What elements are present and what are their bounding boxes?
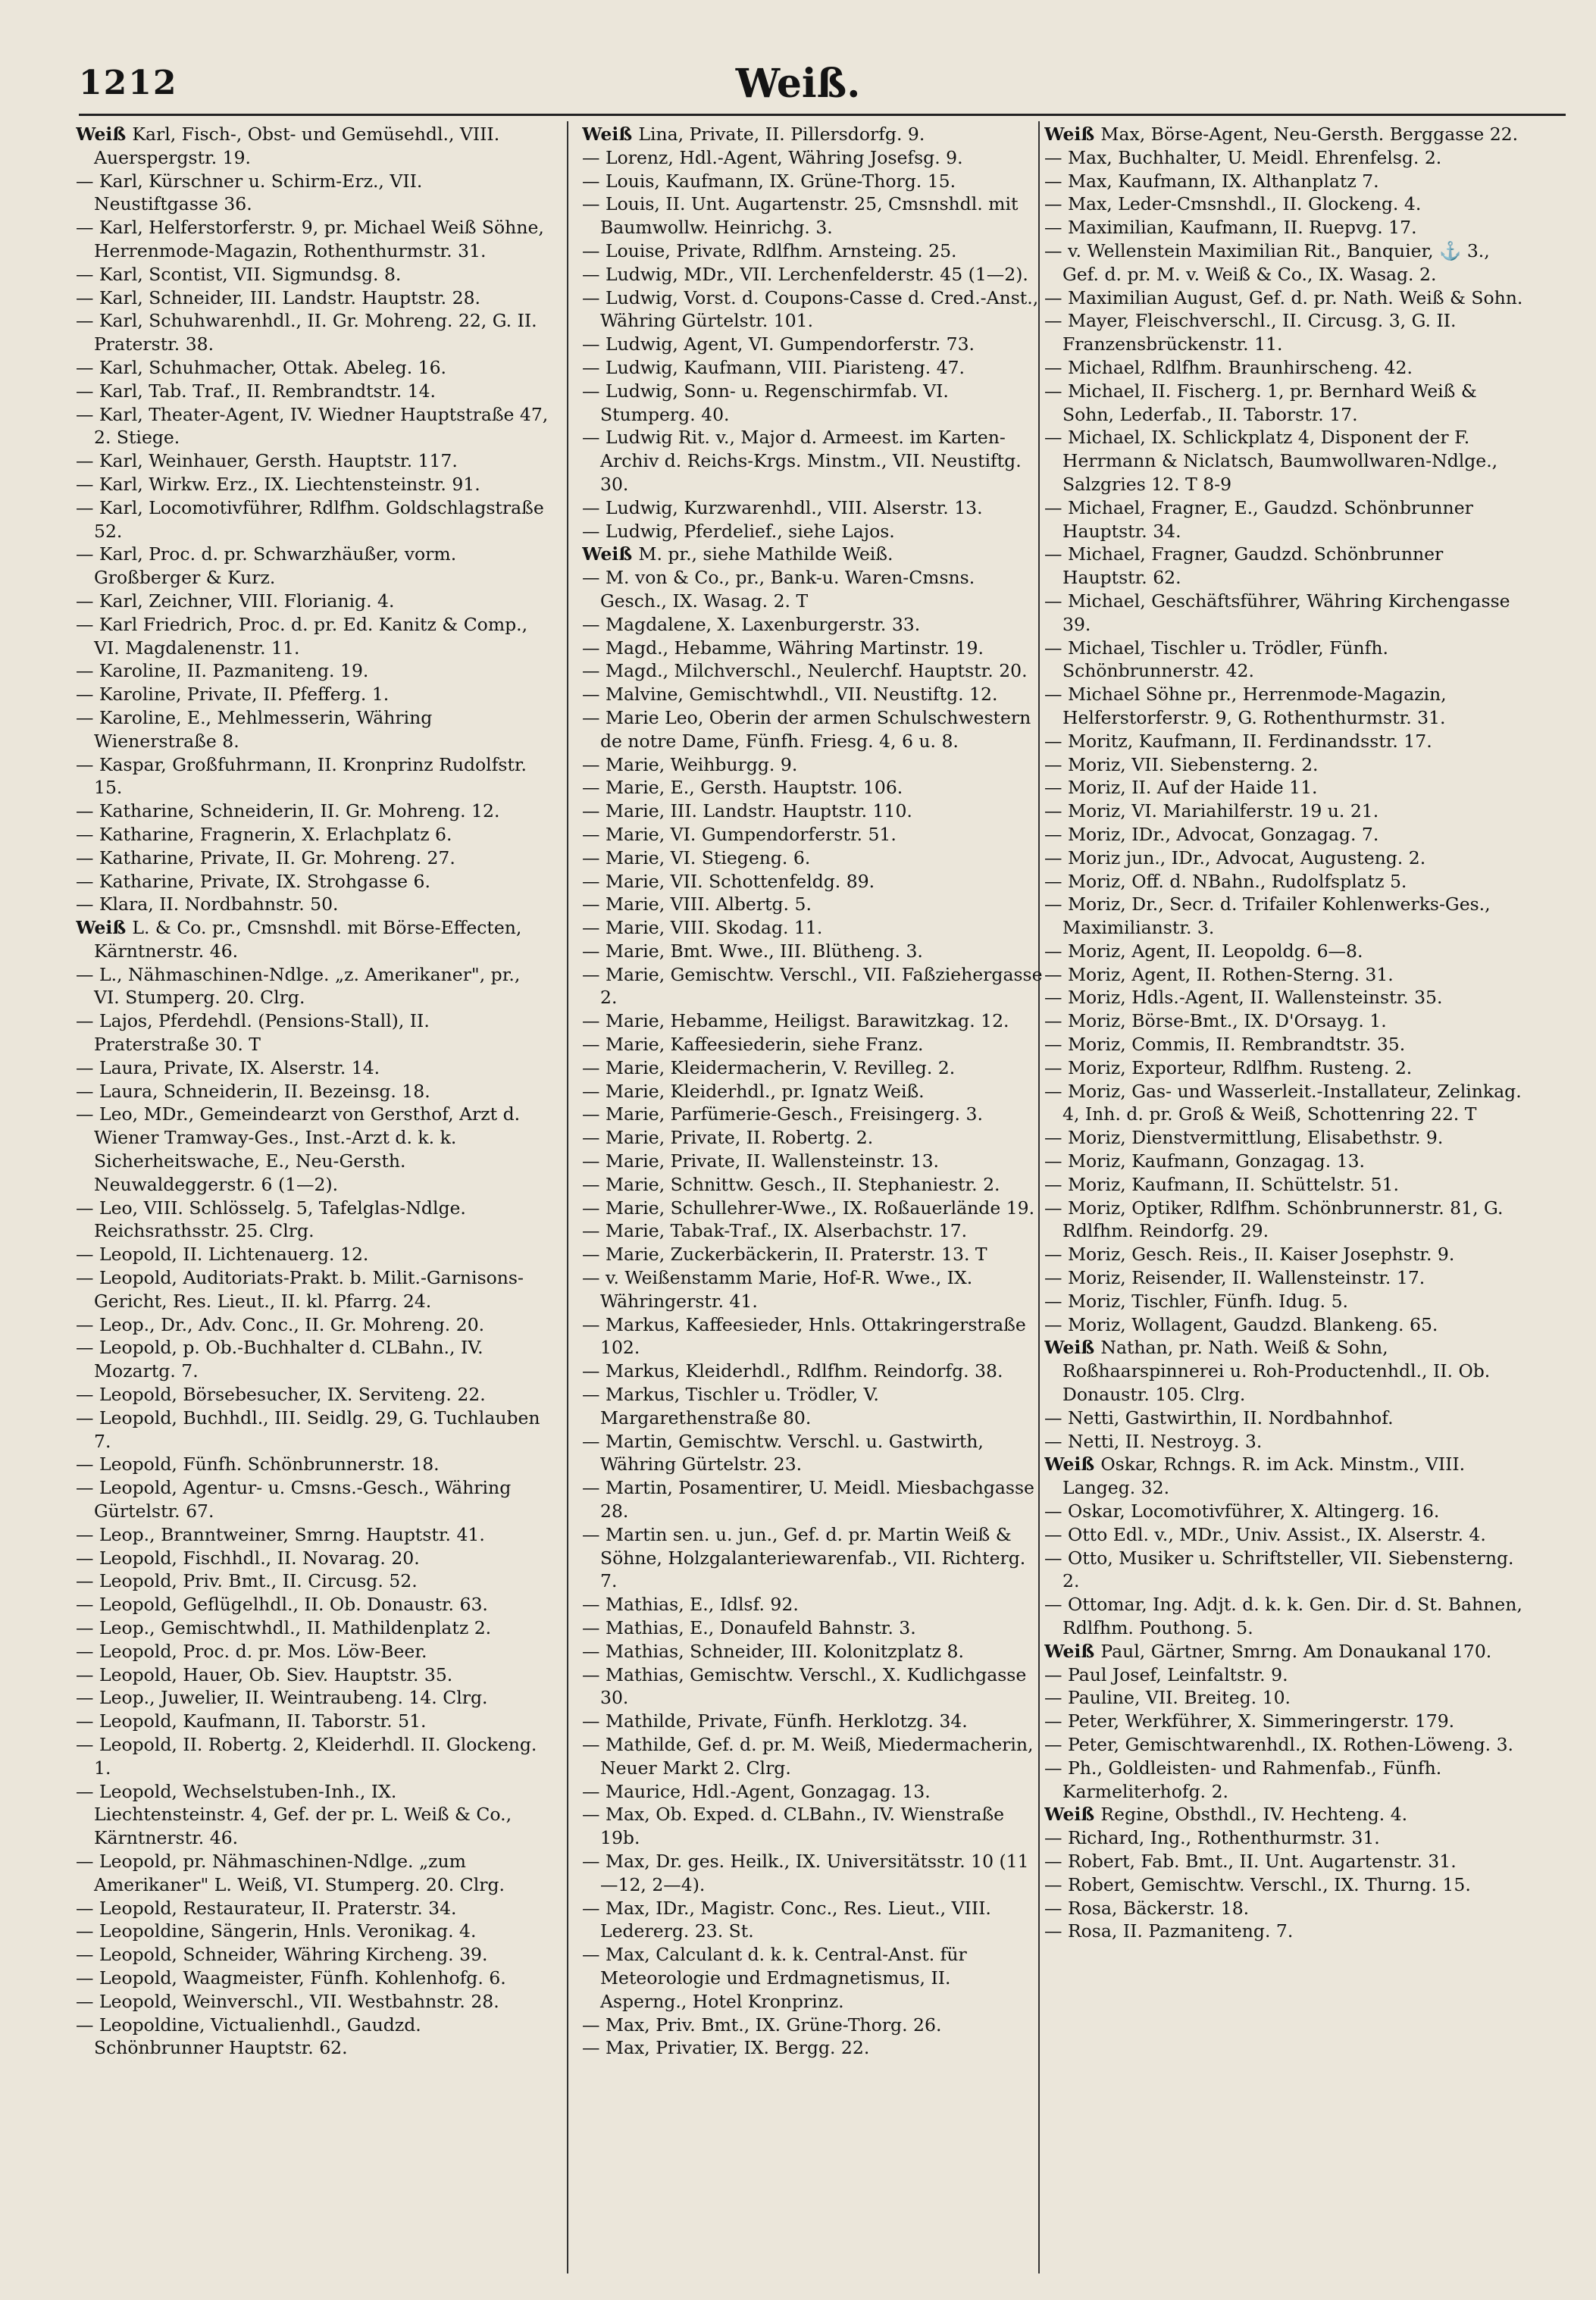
directory-entry: — Leopold, Buchhdl., III. Seidlg. 29, G. Tuchlauben 7. bbox=[76, 1407, 540, 1452]
directory-entry: — Katharine, Schneiderin, II. Gr. Mohreng. 12. bbox=[76, 800, 500, 822]
directory-entry: — Louise, Private, Rdlfhm. Arnsteing. 25. bbox=[582, 239, 957, 261]
directory-entry: Weiß M. pr., siehe Mathilde Weiß. bbox=[582, 543, 893, 565]
directory-entry: Weiß L. & Co. pr., Cmsnshdl. mit Börse-Effecten, Kärntnerstr. 46. bbox=[76, 917, 522, 962]
directory-entry: — Karl, Locomotivführer, Rdlfhm. Goldschlagstraße 52. bbox=[76, 496, 544, 542]
directory-entry: Weiß Paul, Gärtner, Smrng. Am Donaukanal 170. bbox=[1044, 1640, 1492, 1662]
directory-entry: — Leopold, Hauer, Ob. Siev. Hauptstr. 35. bbox=[76, 1663, 453, 1685]
directory-entry: — v. Wellenstein Maximilian Rit., Banquier, ⚓ 3., Gef. d. pr. M. v. Weiß & Co., IX. Wasag. 2. bbox=[1044, 239, 1490, 285]
directory-entry: — Moriz, Exporteur, Rdlfhm. Rusteng. 2. bbox=[1044, 1056, 1413, 1078]
directory-entry: — Michael, IX. Schlickplatz 4, Disponent der F. Herrmann & Niclatsch, Baumwollwaren-Ndlge., Salzgries 12. T 8-9 bbox=[1044, 427, 1498, 495]
directory-entry: — Leop., Branntweiner, Smrng. Hauptstr. 41. bbox=[76, 1523, 485, 1545]
directory-entry: — Moriz, Dr., Secr. d. Trifailer Kohlenwerks-Ges., Maximilianstr. 3. bbox=[1044, 893, 1491, 939]
directory-entry: — Marie, VI. Stiegeng. 6. bbox=[582, 846, 811, 868]
directory-entry: — Moriz, Börse-Bmt., IX. D'Orsayg. 1. bbox=[1044, 1010, 1387, 1032]
directory-entry: — Leopold, II. Lichtenauerg. 12. bbox=[76, 1244, 369, 1266]
directory-entry: — Leopold, Priv. Bmt., II. Circusg. 52. bbox=[76, 1570, 418, 1592]
directory-entry: — Karl, Zeichner, VIII. Florianig. 4. bbox=[76, 590, 395, 612]
page-number: 1212 bbox=[79, 64, 178, 102]
directory-entry: — Michael Söhne pr., Herrenmode-Magazin, Helferstorferstr. 9, G. Rothenthurmstr. 31. bbox=[1044, 684, 1447, 728]
directory-entry: — Louis, II. Unt. Augartenstr. 25, Cmsnshdl. mit Baumwollw. Heinrichg. 3. bbox=[582, 193, 1019, 239]
directory-entry: — Ottomar, Ing. Adjt. d. k. k. Gen. Dir. d. St. Bahnen, Rdlfhm. Pouthong. 5. bbox=[1044, 1594, 1522, 1638]
directory-entry: — Mayer, Fleischverschl., II. Circusg. 3, G. II. Franzensbrückenstr. 11. bbox=[1044, 310, 1457, 355]
directory-entry: — Mathias, E., Idlsf. 92. bbox=[582, 1594, 799, 1616]
directory-entry: — Leopoldine, Sängerin, Hnls. Veronikag. 4. bbox=[76, 1920, 477, 1942]
directory-entry: — Moriz, Wollagent, Gaudzd. Blankeng. 65. bbox=[1044, 1313, 1438, 1335]
directory-entry: — Karl, Schuhwarenhdl., II. Gr. Mohreng. 22, G. II. Praterstr. 38. bbox=[76, 310, 537, 355]
directory-entry: — Moriz, Hdls.-Agent, II. Wallensteinstr. 35. bbox=[1044, 987, 1443, 1009]
directory-entry: — Leopold, II. Robertg. 2, Kleiderhdl. II. Glockeng. 1. bbox=[76, 1733, 537, 1779]
directory-entry: — Marie, VIII. Albertg. 5. bbox=[582, 893, 812, 915]
directory-entry: — Marie, Private, II. Wallensteinstr. 13. bbox=[582, 1150, 940, 1172]
directory-entry: — Leopold, Kaufmann, II. Taborstr. 51. bbox=[76, 1710, 427, 1732]
directory-entry: Weiß Lina, Private, II. Pillersdorfg. 9. bbox=[582, 124, 925, 145]
directory-entry: — Karl, Tab. Traf., II. Rembrandtstr. 14. bbox=[76, 380, 437, 402]
directory-entry: — Maximilian, Kaufmann, II. Ruepvg. 17. bbox=[1044, 217, 1417, 239]
directory-entry: — Moriz, Dienstvermittlung, Elisabethstr. 9. bbox=[1044, 1127, 1444, 1149]
directory-entry: — Karoline, E., Mehlmesserin, Währing Wienerstraße 8. bbox=[76, 706, 433, 752]
directory-entry: — Marie, VII. Schottenfeldg. 89. bbox=[582, 870, 875, 892]
directory-entry: — Leopold, Weinverschl., VII. Westbahnstr. 28. bbox=[76, 1990, 499, 2012]
directory-entry: — Michael, II. Fischerg. 1, pr. Bernhard Weiß & Sohn, Lederfab., II. Taborstr. 17. bbox=[1044, 380, 1477, 425]
directory-entry: — Laura, Schneiderin, II. Bezeinsg. 18. bbox=[76, 1080, 430, 1102]
directory-entry: — Katharine, Fragnerin, X. Erlachplatz 6. bbox=[76, 823, 452, 845]
column-divider-1 bbox=[567, 121, 568, 2273]
directory-entry: — Michael, Geschäftsführer, Währing Kirchengasse 39. bbox=[1044, 590, 1510, 635]
directory-entry: — Rosa, II. Pazmaniteng. 7. bbox=[1044, 1920, 1294, 1942]
directory-entry: — Moriz, VI. Mariahilferstr. 19 u. 21. bbox=[1044, 800, 1379, 822]
directory-entry: — Marie, Schullehrer-Wwe., IX. Roßauerlände 19. bbox=[582, 1197, 1035, 1219]
directory-entry: — Michael, Fragner, Gaudzd. Schönbrunner Hauptstr. 62. bbox=[1044, 543, 1444, 589]
directory-entry: — Leopold, pr. Nähmaschinen-Ndlge. „zum Amerikaner" L. Weiß, VI. Stumperg. 20. Clrg. bbox=[76, 1850, 505, 1895]
directory-entry: — Leopold, Fünfh. Schönbrunnerstr. 18. bbox=[76, 1454, 440, 1475]
directory-entry: — Leo, MDr., Gemeindearzt von Gersthof, Arzt d. Wiener Tramway-Ges., Inst.-Arzt d. k. k. Sicherheitswache, E., Neu-Gersth. Neuwaldeggerstr. 6 (1—2). bbox=[76, 1103, 521, 1195]
directory-entry: — Karl, Theater-Agent, IV. Wiedner Hauptstraße 47, 2. Stiege. bbox=[76, 403, 549, 449]
directory-entry: — Moriz, VII. Siebensterng. 2. bbox=[1044, 753, 1319, 775]
directory-entry: — Marie, Kaffeesiederin, siehe Franz. bbox=[582, 1034, 924, 1056]
directory-entry: — Moriz, Commis, II. Rembrandtstr. 35. bbox=[1044, 1034, 1406, 1056]
directory-entry: — Max, Priv. Bmt., IX. Grüne-Thorg. 26. bbox=[582, 2014, 942, 2036]
directory-entry: — Markus, Kaffeesieder, Hnls. Ottakringerstraße 102. bbox=[582, 1313, 1026, 1359]
directory-entry: — Karl, Weinhauer, Gersth. Hauptstr. 117. bbox=[76, 450, 458, 472]
directory-entry: — Leopold, p. Ob.-Buchhalter d. CLBahn., IV. Mozartg. 7. bbox=[76, 1337, 483, 1382]
directory-entry: — Leopoldine, Victualienhdl., Gaudzd. Schönbrunner Hauptstr. 62. bbox=[76, 2014, 421, 2059]
directory-entry: Weiß Max, Börse-Agent, Neu-Gersth. Berggasse 22. bbox=[1044, 124, 1519, 145]
directory-entry: — Karl, Schuhmacher, Ottak. Abeleg. 16. bbox=[76, 356, 447, 378]
directory-entry: — Marie, Private, II. Robertg. 2. bbox=[582, 1127, 874, 1149]
directory-entry: — Magdalene, X. Laxenburgerstr. 33. bbox=[582, 613, 921, 635]
directory-entry: — Marie, Tabak-Traf., IX. Alserbachstr. 17. bbox=[582, 1220, 968, 1242]
directory-entry: — Robert, Gemischtw. Verschl., IX. Thurng. 15. bbox=[1044, 1873, 1471, 1895]
directory-entry: — Moriz, Reisender, II. Wallensteinstr. 17. bbox=[1044, 1267, 1425, 1289]
directory-entry: — v. Weißenstamm Marie, Hof-R. Wwe., IX. Währingerstr. 41. bbox=[582, 1267, 973, 1312]
directory-entry: — Ludwig, MDr., VII. Lerchenfelderstr. 45 (1—2). bbox=[582, 263, 1028, 285]
directory-entry: Weiß Oskar, Rchngs. R. im Ack. Minstm., VIII. Langeg. 32. bbox=[1044, 1454, 1466, 1499]
directory-entry: — M. von & Co., pr., Bank-u. Waren-Cmsns. Gesch., IX. Wasag. 2. T bbox=[582, 567, 975, 612]
directory-entry: — Ludwig, Pferdelief., siehe Lajos. bbox=[582, 520, 895, 542]
column-3 bbox=[1044, 123, 1529, 2267]
directory-entry: — Moritz, Kaufmann, II. Ferdinandsstr. 17. bbox=[1044, 730, 1432, 752]
directory-entry: — Mathias, Gemischtw. Verschl., X. Kudlichgasse 30. bbox=[582, 1663, 1027, 1709]
directory-entry: — Karl, Wirkw. Erz., IX. Liechtensteinstr. 91. bbox=[76, 473, 480, 495]
directory-entry: — Ludwig Rit. v., Major d. Armeest. im Karten-Archiv d. Reichs-Krgs. Minstm., VII. Neustiftg. 30. bbox=[582, 427, 1022, 495]
directory-entry: — Michael, Fragner, E., Gaudzd. Schönbrunner Hauptstr. 34. bbox=[1044, 496, 1473, 542]
directory-entry: — Markus, Tischler u. Trödler, V. Margarethenstraße 80. bbox=[582, 1384, 879, 1429]
directory-entry: — Marie, Weihburgg. 9. bbox=[582, 753, 798, 775]
directory-entry: — Karoline, Private, II. Pfefferg. 1. bbox=[76, 684, 390, 706]
directory-entry: — Karl, Scontist, VII. Sigmundsg. 8. bbox=[76, 263, 402, 285]
directory-entry: — Moriz, Kaufmann, Gonzagag. 13. bbox=[1044, 1150, 1366, 1172]
directory-entry: — Max, Privatier, IX. Bergg. 22. bbox=[582, 2037, 870, 2059]
column-1 bbox=[76, 123, 550, 2267]
directory-entry: — Peter, Gemischtwarenhdl., IX. Rothen-Löweng. 3. bbox=[1044, 1733, 1514, 1755]
directory-entry: — Lorenz, Hdl.-Agent, Währing Josefsg. 9. bbox=[582, 146, 963, 168]
directory-entry: — Martin, Gemischtw. Verschl. u. Gastwirth, Währing Gürtelstr. 23. bbox=[582, 1430, 984, 1475]
directory-entry: — Max, Ob. Exped. d. CLBahn., IV. Wienstraße 19b. bbox=[582, 1804, 1005, 1849]
directory-entry: — Ludwig, Vorst. d. Coupons-Casse d. Cred.-Anst., Währing Gürtelstr. 101. bbox=[582, 286, 1039, 332]
directory-entry: — Louis, Kaufmann, IX. Grüne-Thorg. 15. bbox=[582, 170, 956, 192]
directory-entry: — Marie, Kleiderhdl., pr. Ignatz Weiß. bbox=[582, 1080, 925, 1102]
directory-entry: — Mathias, Schneider, III. Kolonitzplatz 8. bbox=[582, 1640, 964, 1662]
directory-entry: — Leopold, Geflügelhdl., II. Ob. Donaustr. 63. bbox=[76, 1594, 488, 1616]
directory-entry: — Karl, Schneider, III. Landstr. Hauptstr. 28. bbox=[76, 286, 480, 308]
directory-entry: — Leopold, Restaurateur, II. Praterstr. 34. bbox=[76, 1897, 457, 1919]
directory-entry: — Moriz, Off. d. NBahn., Rudolfsplatz 5. bbox=[1044, 870, 1407, 892]
directory-entry: — Marie Leo, Oberin der armen Schulschwestern de notre Dame, Fünfh. Friesg. 4, 6 u. 8. bbox=[582, 706, 1031, 752]
column-2 bbox=[582, 123, 1043, 2267]
directory-entry: — Karl, Helferstorferstr. 9, pr. Michael Weiß Söhne, Herrenmode-Magazin, Rothenthurmstr. 31. bbox=[76, 217, 544, 261]
directory-entry: — Maurice, Hdl.-Agent, Gonzagag. 13. bbox=[582, 1780, 931, 1802]
directory-entry: — Ludwig, Kaufmann, VIII. Piaristeng. 47. bbox=[582, 356, 965, 378]
header-rule bbox=[79, 114, 1566, 116]
directory-entry: — Leop., Gemischtwhdl., II. Mathildenplatz 2. bbox=[76, 1617, 492, 1638]
directory-entry: — Laura, Private, IX. Alserstr. 14. bbox=[76, 1056, 380, 1078]
directory-entry: — Oskar, Locomotivführer, X. Altingerg. 16. bbox=[1044, 1500, 1440, 1522]
directory-entry: — Max, IDr., Magistr. Conc., Res. Lieut., VIII. Ledererg. 23. St. bbox=[582, 1897, 991, 1942]
directory-entry: — Netti, Gastwirthin, II. Nordbahnhof. bbox=[1044, 1407, 1394, 1429]
directory-entry: — Lajos, Pferdehdl. (Pensions-Stall), II. Praterstraße 30. T bbox=[76, 1010, 430, 1056]
directory-entry: — Otto Edl. v., MDr., Univ. Assist., IX. Alserstr. 4. bbox=[1044, 1523, 1486, 1545]
directory-entry: — Moriz, Gesch. Reis., II. Kaiser Josephstr. 9. bbox=[1044, 1244, 1455, 1266]
directory-entry: Weiß Nathan, pr. Nath. Weiß & Sohn, Roßhaarspinnerei u. Roh-Productenhdl., II. Ob. Donaustr. 105. Clrg. bbox=[1044, 1337, 1491, 1406]
directory-entry: — Leopold, Schneider, Währing Kircheng. 39. bbox=[76, 1944, 488, 1966]
directory-entry: — Ludwig, Agent, VI. Gumpendorferstr. 73. bbox=[582, 333, 975, 355]
directory-entry: — Michael, Tischler u. Trödler, Fünfh. Schönbrunnerstr. 42. bbox=[1044, 637, 1388, 682]
directory-entry: — Marie, Gemischtw. Verschl., VII. Faßziehergasse 2. bbox=[582, 963, 1043, 1009]
directory-entry: — Markus, Kleiderhdl., Rdlfhm. Reindorfg. 38. bbox=[582, 1360, 1003, 1382]
directory-entry: — Marie, Bmt. Wwe., III. Blütheng. 3. bbox=[582, 940, 923, 962]
directory-entry: — Netti, II. Nestroyg. 3. bbox=[1044, 1430, 1263, 1452]
directory-entry: — Martin sen. u. jun., Gef. d. pr. Martin Weiß & Söhne, Holzgalanteriewarenfab., VII. Richterg. 7. bbox=[582, 1523, 1026, 1592]
directory-entry: — Michael, Rdlfhm. Braunhirscheng. 42. bbox=[1044, 356, 1413, 378]
directory-entry: — Ludwig, Kurzwarenhdl., VIII. Alserstr. 13. bbox=[582, 496, 983, 518]
directory-entry: — Katharine, Private, II. Gr. Mohreng. 27. bbox=[76, 846, 455, 868]
directory-entry: — Moriz, Tischler, Fünfh. Idug. 5. bbox=[1044, 1290, 1349, 1312]
directory-entry: — Martin, Posamentirer, U. Meidl. Miesbachgasse 28. bbox=[582, 1477, 1034, 1522]
directory-entry: — Mathias, E., Donaufeld Bahnstr. 3. bbox=[582, 1617, 916, 1638]
directory-entry: — Marie, Zuckerbäckerin, II. Praterstr. 13. T bbox=[582, 1244, 987, 1266]
directory-entry: — Leopold, Waagmeister, Fünfh. Kohlenhofg. 6. bbox=[76, 1967, 506, 1989]
directory-entry: — Leop., Juwelier, II. Weintraubeng. 14. Clrg. bbox=[76, 1687, 488, 1709]
directory-entry: — Moriz jun., IDr., Advocat, Augusteng. 2. bbox=[1044, 846, 1426, 868]
directory-entry: — Klara, II. Nordbahnstr. 50. bbox=[76, 893, 339, 915]
directory-entry: — Moriz, Optiker, Rdlfhm. Schönbrunnerstr. 81, G. Rdlfhm. Reindorfg. 29. bbox=[1044, 1197, 1504, 1242]
directory-entry: — Magd., Milchverschl., Neulerchf. Hauptstr. 20. bbox=[582, 660, 1028, 682]
running-head: Weiß. bbox=[735, 61, 861, 107]
directory-entry: — Leopold, Wechselstuben-Inh., IX. Liechtensteinstr. 4, Gef. der pr. L. Weiß & Co., Kärntnerstr. 46. bbox=[76, 1780, 512, 1849]
directory-entry: — Karoline, II. Pazmaniteng. 19. bbox=[76, 660, 369, 682]
directory-entry: — Karl Friedrich, Proc. d. pr. Ed. Kanitz & Comp., VI. Magdalenenstr. 11. bbox=[76, 613, 528, 659]
directory-entry: — Marie, VIII. Skodag. 11. bbox=[582, 917, 823, 939]
directory-entry: — Karl, Proc. d. pr. Schwarzhäußer, vorm. Großberger & Kurz. bbox=[76, 543, 457, 589]
directory-entry: — Otto, Musiker u. Schriftsteller, VII. Siebensterng. 2. bbox=[1044, 1547, 1514, 1592]
directory-entry: — Marie, Parfümerie-Gesch., Freisingerg. 3. bbox=[582, 1103, 983, 1125]
directory-entry: — Moriz, Agent, II. Leopoldg. 6—8. bbox=[1044, 940, 1363, 962]
directory-entry: — Marie, Schnittw. Gesch., II. Stephaniestr. 2. bbox=[582, 1173, 1000, 1195]
directory-entry: — Leopold, Börsebesucher, IX. Serviteng. 22. bbox=[76, 1384, 486, 1406]
directory-entry: — Pauline, VII. Breiteg. 10. bbox=[1044, 1687, 1291, 1709]
directory-entry: — Marie, III. Landstr. Hauptstr. 110. bbox=[582, 800, 912, 822]
directory-entry: — Ludwig, Sonn- u. Regenschirmfab. VI. Stumperg. 40. bbox=[582, 380, 949, 425]
directory-entry: — Maximilian August, Gef. d. pr. Nath. Weiß & Sohn. bbox=[1044, 286, 1523, 308]
directory-entry: — Leopold, Fischhdl., II. Novarag. 20. bbox=[76, 1547, 420, 1569]
directory-entry: — Robert, Fab. Bmt., II. Unt. Augartenstr. 31. bbox=[1044, 1850, 1457, 1872]
directory-entry: — Mathilde, Gef. d. pr. M. Weiß, Miedermacherin, Neuer Markt 2. Clrg. bbox=[582, 1733, 1034, 1779]
directory-entry: — Mathilde, Private, Fünfh. Herklotzg. 34. bbox=[582, 1710, 968, 1732]
directory-entry: — Marie, Kleidermacherin, V. Revilleg. 2. bbox=[582, 1056, 956, 1078]
directory-entry: — Malvine, Gemischtwhdl., VII. Neustiftg. 12. bbox=[582, 684, 998, 706]
directory-entry: — Moriz, Gas- und Wasserleit.-Installateur, Zelinkag. 4, Inh. d. pr. Groß & Weiß, Schottenring 22. T bbox=[1044, 1080, 1522, 1125]
directory-entry: — Peter, Werkführer, X. Simmeringerstr. 179. bbox=[1044, 1710, 1455, 1732]
directory-entry: — Leopold, Agentur- u. Cmsns.-Gesch., Währing Gürtelstr. 67. bbox=[76, 1477, 512, 1522]
directory-entry: — Max, Calculant d. k. k. Central-Anst. für Meteorologie und Erdmagnetismus, II. Asperng., Hotel Kronprinz. bbox=[582, 1944, 967, 2012]
directory-entry: — Karl, Kürschner u. Schirm-Erz., VII. Neustiftgasse 36. bbox=[76, 170, 423, 215]
directory-entry: — Max, Dr. ges. Heilk., IX. Universitätsstr. 10 (11—12, 2—4). bbox=[582, 1850, 1029, 1895]
directory-entry: — Leopold, Auditoriats-Prakt. b. Milit.-Garnisons-Gericht, Res. Lieut., II. kl. Pfarrg. 24. bbox=[76, 1267, 524, 1312]
directory-entry: — Ph., Goldleisten- und Rahmenfab., Fünfh. Karmeliterhofg. 2. bbox=[1044, 1757, 1442, 1802]
directory-entry: — Magd., Hebamme, Währing Martinstr. 19. bbox=[582, 637, 984, 659]
directory-entry: — Leop., Dr., Adv. Conc., II. Gr. Mohreng. 20. bbox=[76, 1313, 485, 1335]
directory-entry: — Moriz, Agent, II. Rothen-Sterng. 31. bbox=[1044, 963, 1394, 985]
directory-entry: — Leopold, Proc. d. pr. Mos. Löw-Beer. bbox=[76, 1640, 427, 1662]
directory-entry: — Moriz, Kaufmann, II. Schüttelstr. 51. bbox=[1044, 1173, 1399, 1195]
directory-entry: — L., Nähmaschinen-Ndlge. „z. Amerikaner", pr., VI. Stumperg. 20. Clrg. bbox=[76, 963, 521, 1009]
directory-entry: — Max, Leder-Cmsnshdl., II. Glockeng. 4. bbox=[1044, 193, 1422, 215]
directory-entry: — Moriz, II. Auf der Haide 11. bbox=[1044, 777, 1318, 799]
directory-entry: — Paul Josef, Leinfaltstr. 9. bbox=[1044, 1663, 1288, 1685]
directory-entry: Weiß Regine, Obsthdl., IV. Hechteng. 4. bbox=[1044, 1804, 1408, 1826]
directory-entry: — Max, Buchhalter, U. Meidl. Ehrenfelsg. 2. bbox=[1044, 146, 1442, 168]
directory-entry: — Leo, VIII. Schlösselg. 5, Tafelglas-Ndlge. Reichsrathsstr. 25. Clrg. bbox=[76, 1197, 466, 1242]
directory-entry: — Max, Kaufmann, IX. Althanplatz 7. bbox=[1044, 170, 1379, 192]
directory-entry: — Katharine, Private, IX. Strohgasse 6. bbox=[76, 870, 430, 892]
directory-entry: Weiß Karl, Fisch-, Obst- und Gemüsehdl., VIII. Auerspergstr. 19. bbox=[76, 124, 500, 168]
directory-entry: — Kaspar, Großfuhrmann, II. Kronprinz Rudolfstr. 15. bbox=[76, 753, 527, 799]
directory-entry: — Rosa, Bäckerstr. 18. bbox=[1044, 1897, 1250, 1919]
directory-entry: — Marie, E., Gersth. Hauptstr. 106. bbox=[582, 777, 903, 799]
directory-entry: — Moriz, IDr., Advocat, Gonzagag. 7. bbox=[1044, 823, 1379, 845]
directory-entry: — Richard, Ing., Rothenthurmstr. 31. bbox=[1044, 1827, 1380, 1849]
directory-entry: — Marie, Hebamme, Heiligst. Barawitzkag. 12. bbox=[582, 1010, 1009, 1032]
directory-entry: — Marie, VI. Gumpendorferstr. 51. bbox=[582, 823, 897, 845]
